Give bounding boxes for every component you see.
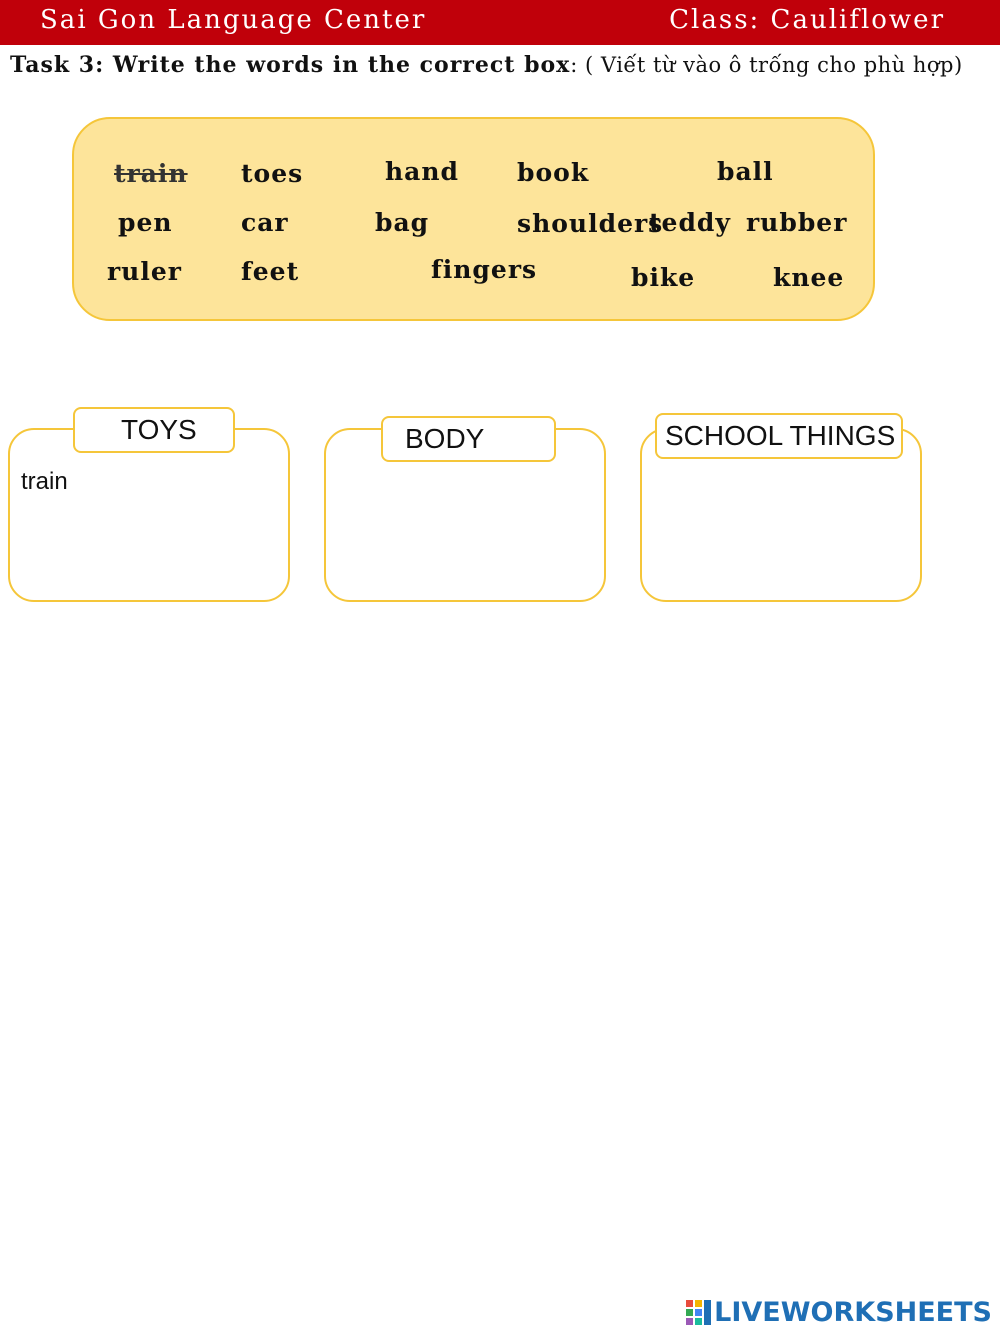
word-bank-item[interactable]: train [114, 159, 188, 188]
word-bank-item[interactable]: knee [773, 263, 845, 292]
school-name: Sai Gon Language Center [40, 5, 427, 35]
liveworksheets-logo-text: LIVEWORKSHEETS [714, 1296, 992, 1328]
liveworksheets-logo [686, 1296, 992, 1328]
task-instruction [10, 52, 1000, 78]
liveworksheets-logo-icon [686, 1299, 712, 1325]
class-label: Class: Cauliflower [669, 5, 945, 35]
word-bank-item[interactable]: ball [717, 157, 774, 186]
word-bank-item[interactable]: ruler [107, 257, 182, 286]
task-title: Task 3: Write the words in the correct box [10, 52, 571, 78]
toys-label: TOYS [73, 407, 235, 453]
task-instruction-vi: : ( Viết từ vào ô trống cho phù hợp) [570, 53, 963, 77]
word-bank [72, 117, 875, 321]
word-bank-item[interactable]: fingers [431, 255, 538, 284]
word-bank-item[interactable]: shoulders [517, 209, 664, 238]
word-bank-item[interactable]: car [241, 208, 289, 237]
school-things-label: SCHOOL THINGS [655, 413, 903, 459]
word-bank-item[interactable]: feet [241, 257, 300, 286]
toys-box[interactable] [8, 428, 290, 602]
word-bank-item[interactable]: toes [241, 159, 304, 188]
word-bank-item[interactable]: rubber [746, 208, 848, 237]
word-bank-item[interactable]: book [517, 158, 590, 187]
word-bank-item[interactable]: teddy [649, 208, 731, 237]
word-bank-item[interactable]: pen [118, 208, 173, 237]
body-label: BODY [381, 416, 556, 462]
word-bank-item[interactable]: hand [385, 157, 460, 186]
word-bank-item[interactable]: bag [375, 208, 430, 237]
toys-entry[interactable]: train [21, 468, 68, 495]
word-bank-item[interactable]: bike [631, 263, 696, 292]
header-bar [0, 0, 1000, 45]
